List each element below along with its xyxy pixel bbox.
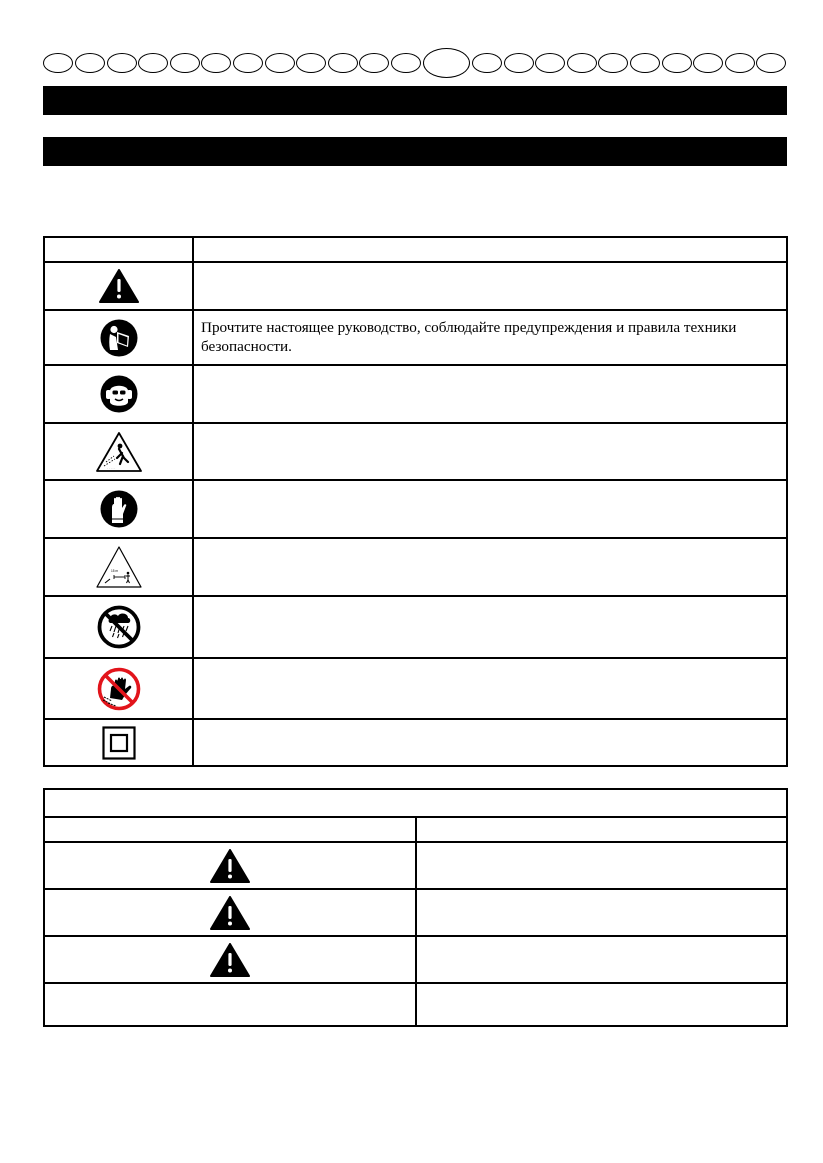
warnings-table [43,788,788,1027]
row-text [193,719,787,766]
wear-gloves-icon [100,490,138,528]
warning-triangle-icon [210,849,250,883]
row-text [416,936,788,983]
lang-tab-19[interactable] [630,53,660,73]
warning-triangle-icon [210,896,250,930]
lang-tab-8[interactable] [265,53,295,73]
table-row [44,936,787,983]
row-text [193,480,787,538]
lang-tab-14[interactable] [472,53,502,73]
row-text [193,596,787,658]
lang-tab-10[interactable] [328,53,358,73]
keep-distance-warning-icon [95,545,143,589]
header-description-cell [193,237,787,262]
lang-tab-2[interactable] [75,53,105,73]
language-selector [43,49,787,75]
lang-tab-7[interactable] [233,53,263,73]
lang-tab-12[interactable] [391,53,421,73]
row-text [193,262,787,310]
row-text [193,658,787,719]
read-manual-icon [100,319,138,357]
lang-tab-22[interactable] [725,53,755,73]
lang-tab-9[interactable] [296,53,326,73]
lang-tab-5[interactable] [170,53,200,73]
hand-injury-prohibited-icon [96,667,142,711]
lang-tab-21[interactable] [693,53,723,73]
table-row [44,538,787,596]
lang-tab-16[interactable] [535,53,565,73]
svg-text:· · · · ·: · · · · · [106,465,115,470]
row-text [193,365,787,423]
lang-tab-20[interactable] [662,53,692,73]
row-text [193,423,787,480]
symbols-table-header [44,237,787,262]
lang-tab-3[interactable] [107,53,137,73]
row-text [416,889,788,936]
thrown-objects-warning-icon [95,431,143,473]
table-row [44,262,787,310]
row-text [193,538,787,596]
warnings-table-title-row [44,789,787,817]
symbols-table [43,236,788,767]
section-header-bar-1 [43,86,787,115]
table-row [44,596,787,658]
lang-tab-18[interactable] [598,53,628,73]
lang-tab-13-active[interactable] [423,48,470,78]
row-text [416,842,788,889]
lang-tab-15[interactable] [504,53,534,73]
row-text [416,983,788,1026]
warnings-table-header [44,817,787,842]
table-row [44,365,787,423]
warning-triangle-icon [210,943,250,977]
lang-tab-6[interactable] [201,53,231,73]
eye-ear-protection-icon [100,375,138,413]
table-row [44,719,787,766]
table-row [44,423,787,480]
table-row [44,842,787,889]
table-row [44,310,787,365]
table-row [44,889,787,936]
header-description-cell [416,817,788,842]
table-row [44,480,787,538]
svg-text:15 m: 15 m [110,569,118,573]
header-symbol-cell [44,237,193,262]
lang-tab-1[interactable] [43,53,73,73]
lang-tab-11[interactable] [359,53,389,73]
lang-tab-4[interactable] [138,53,168,73]
lang-tab-17[interactable] [567,53,597,73]
empty-symbol-cell [44,983,416,1026]
double-insulation-icon [102,726,136,760]
warning-triangle-icon [99,269,139,303]
table-row [44,983,787,1026]
lang-tab-23[interactable] [756,53,786,73]
no-rain-icon [97,605,141,649]
section-header-bar-2 [43,137,787,166]
table-row [44,658,787,719]
header-symbol-cell [44,817,416,842]
row-text: Прочтите настоящее руководство, соблюдайте предупреждения и правила техники безопасности. [193,310,787,365]
warnings-table-title-cell [44,789,787,817]
